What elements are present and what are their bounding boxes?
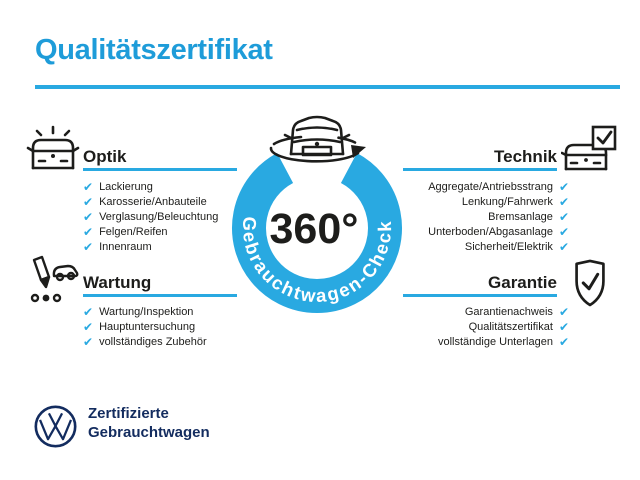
ring-curved-label: Gebrauchtwagen-Check — [238, 215, 396, 307]
brand-wordmark — [88, 404, 210, 442]
list-item — [83, 305, 207, 320]
list-item — [83, 195, 218, 210]
header-rule — [35, 85, 620, 89]
check-icon: ✔ — [558, 180, 569, 195]
check-icon: ✔ — [83, 239, 94, 254]
list-item-label: Verglasung/Beleuchtung — [99, 210, 219, 223]
list-item-label: Lenkung/Fahrwerk — [461, 196, 553, 209]
list-item-label: Innenraum — [99, 240, 152, 253]
brand-line-1: Zertifizierte — [88, 405, 169, 422]
section-title-wartung: Wartung — [83, 273, 152, 292]
vw-logo-icon — [33, 404, 78, 449]
list-item — [83, 180, 218, 195]
technik-checklist — [428, 180, 569, 254]
list-item-label: Aggregate/Antriebsstrang — [428, 181, 553, 194]
list-item-label: Hauptuntersuchung — [99, 321, 196, 334]
garantie-checklist — [438, 305, 569, 349]
list-item-label: Wartung/Inspektion — [99, 306, 194, 319]
list-item — [438, 320, 569, 335]
section-title-optik: Optik — [83, 147, 127, 166]
degree-label: 360° — [269, 205, 359, 253]
check-icon: ✔ — [83, 305, 94, 320]
list-item — [83, 335, 207, 350]
list-item — [83, 239, 218, 254]
list-item — [428, 180, 569, 195]
check-icon: ✔ — [558, 239, 569, 254]
check-icon: ✔ — [558, 209, 569, 224]
list-item-label: vollständiges Zubehör — [99, 335, 207, 348]
list-item — [83, 320, 207, 335]
check-icon: ✔ — [83, 334, 94, 349]
optik-checklist — [83, 180, 218, 254]
rotating-car-icon — [271, 117, 366, 161]
brand-line-2: Gebrauchtwagen — [88, 424, 210, 441]
check-icon: ✔ — [558, 224, 569, 239]
list-item-label: Bremsanlage — [488, 210, 553, 223]
list-item — [83, 210, 218, 225]
check-icon: ✔ — [83, 195, 94, 210]
list-item — [438, 305, 569, 320]
service-checklist-icon — [24, 254, 82, 306]
list-item-label: Unterboden/Abgasanlage — [428, 225, 553, 238]
list-item-label: Garantienachweis — [464, 306, 553, 319]
list-item — [428, 195, 569, 210]
360-check-ring — [210, 100, 430, 340]
list-item-label: Felgen/Reifen — [99, 225, 168, 238]
wartung-checklist — [83, 305, 207, 349]
section-title-garantie: Garantie — [488, 273, 557, 292]
list-item — [428, 210, 569, 225]
check-icon: ✔ — [83, 224, 94, 239]
check-icon: ✔ — [558, 320, 569, 335]
list-item-label: vollständige Unterlagen — [437, 335, 553, 348]
list-item-label: Qualitätszertifikat — [468, 321, 553, 334]
list-item-label: Karosserie/Anbauteile — [99, 196, 207, 209]
shield-check-icon — [567, 257, 613, 309]
list-item-label: Lackierung — [99, 181, 153, 194]
list-item — [438, 335, 569, 350]
page-title: Qualitätszertifikat — [35, 34, 273, 66]
check-icon: ✔ — [558, 334, 569, 349]
section-title-technik: Technik — [494, 147, 557, 166]
check-icon: ✔ — [83, 320, 94, 335]
check-icon: ✔ — [83, 180, 94, 195]
check-icon: ✔ — [558, 305, 569, 320]
list-item-label: Sicherheit/Elektrik — [464, 240, 553, 253]
list-item — [428, 224, 569, 239]
car-checkbox-icon — [561, 124, 619, 174]
check-icon: ✔ — [558, 195, 569, 210]
list-item — [83, 224, 218, 239]
list-item — [428, 239, 569, 254]
sparkling-car-icon — [24, 121, 82, 173]
check-icon: ✔ — [83, 209, 94, 224]
